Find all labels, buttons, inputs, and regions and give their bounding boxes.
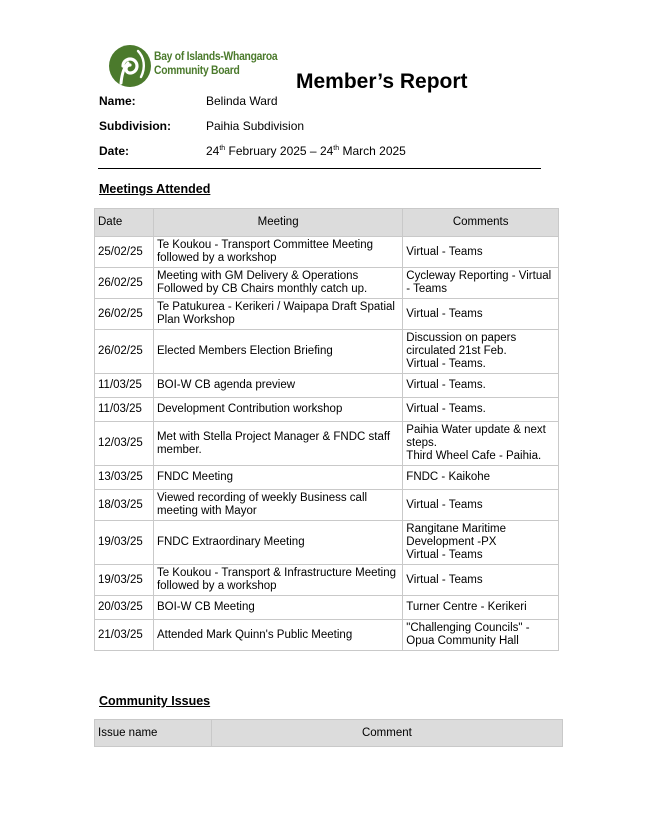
meeting-name-cell: Meeting with GM Delivery & Operations Followed by CB Chairs monthly catch up. bbox=[153, 268, 402, 299]
meetings-table bbox=[94, 208, 559, 651]
meeting-column-header: Meeting bbox=[153, 209, 402, 237]
meeting-comments-cell: Virtual - Teams bbox=[403, 299, 559, 330]
date-start-suffix: th bbox=[219, 145, 226, 152]
meetings-header-row bbox=[95, 209, 559, 237]
date-start-day: 24 bbox=[206, 144, 220, 158]
issues-table bbox=[94, 719, 563, 747]
meeting-comments-cell: Virtual - Teams. bbox=[403, 374, 559, 398]
meeting-name-cell: BOI-W CB Meeting bbox=[153, 596, 402, 620]
name-value: Belinda Ward bbox=[206, 94, 278, 108]
meeting-comments-cell: Paihia Water update & next steps. Third Wheel Cafe - Paihia. bbox=[403, 422, 559, 466]
meeting-name-cell: Viewed recording of weekly Business call meeting with Mayor bbox=[153, 490, 402, 521]
meeting-comments-cell: Discussion on papers circulated 21st Feb. Virtual - Teams. bbox=[403, 330, 559, 374]
meeting-date-cell: 12/03/25 bbox=[95, 422, 154, 466]
issue-name-column-header: Issue name bbox=[95, 720, 212, 747]
date-label: Date: bbox=[99, 144, 130, 158]
subdivision-value: Paihia Subdivision bbox=[206, 119, 305, 133]
meeting-date-cell: 18/03/25 bbox=[95, 490, 154, 521]
meeting-name-cell: FNDC Extraordinary Meeting bbox=[153, 521, 402, 565]
meeting-comments-cell: Cycleway Reporting - Virtual - Teams bbox=[403, 268, 559, 299]
meeting-name-cell: Te Patukurea - Kerikeri / Waipapa Draft Spatial Plan Workshop bbox=[153, 299, 402, 330]
date-end-day: 24 bbox=[319, 144, 334, 158]
board-logo bbox=[108, 43, 278, 89]
meeting-date-cell: 20/03/25 bbox=[95, 596, 154, 620]
date-start-rest: February 2025 – bbox=[225, 144, 320, 158]
meeting-name-cell: Te Koukou - Transport & Infrastructure Meeting followed by a workshop bbox=[153, 565, 402, 596]
meetings-heading: Meetings Attended bbox=[99, 182, 211, 196]
meeting-comments-cell: Rangitane Maritime Development -PX Virtual - Teams bbox=[403, 521, 559, 565]
meeting-row bbox=[95, 422, 559, 466]
meetings-table-body bbox=[95, 237, 559, 651]
meeting-row bbox=[95, 299, 559, 330]
header-divider bbox=[98, 168, 541, 169]
date-end-suffix: th bbox=[333, 145, 340, 152]
meeting-name-cell: Attended Mark Quinn's Public Meeting bbox=[153, 620, 402, 651]
meeting-row bbox=[95, 521, 559, 565]
meeting-row bbox=[95, 330, 559, 374]
meeting-row bbox=[95, 596, 559, 620]
issues-heading: Community Issues bbox=[99, 694, 211, 708]
meeting-row bbox=[95, 490, 559, 521]
meeting-row bbox=[95, 398, 559, 422]
meeting-name-cell: Te Koukou - Transport Committee Meeting followed by a workshop bbox=[153, 237, 402, 268]
meeting-comments-cell: Virtual - Teams bbox=[403, 237, 559, 268]
name-label: Name: bbox=[99, 94, 136, 108]
meeting-name-cell: BOI-W CB agenda preview bbox=[153, 374, 402, 398]
meeting-name-cell: Met with Stella Project Manager & FNDC staff member. bbox=[153, 422, 402, 466]
meeting-date-cell: 26/02/25 bbox=[95, 299, 154, 330]
logo-line-2: Community Board bbox=[154, 63, 240, 77]
meeting-comments-cell: FNDC - Kaikohe bbox=[403, 466, 559, 490]
meeting-comments-cell: Virtual - Teams. bbox=[403, 398, 559, 422]
meeting-date-cell: 26/02/25 bbox=[95, 268, 154, 299]
date-end-rest: March 2025 bbox=[339, 144, 406, 158]
meeting-date-cell: 11/03/25 bbox=[95, 398, 154, 422]
meeting-date-cell: 25/02/25 bbox=[95, 237, 154, 268]
meeting-row bbox=[95, 565, 559, 596]
report-title: Member’s Report bbox=[296, 70, 468, 93]
comments-column-header: Comments bbox=[403, 209, 559, 237]
meeting-date-cell: 11/03/25 bbox=[95, 374, 154, 398]
meeting-row bbox=[95, 466, 559, 490]
meeting-date-cell: 13/03/25 bbox=[95, 466, 154, 490]
logo-line-1: Bay of Islands-Whangaroa bbox=[154, 49, 278, 63]
meeting-comments-cell: Turner Centre - Kerikeri bbox=[403, 596, 559, 620]
date-value bbox=[206, 144, 406, 158]
meeting-date-cell: 19/03/25 bbox=[95, 565, 154, 596]
meeting-comments-cell: Virtual - Teams bbox=[403, 565, 559, 596]
koru-logo-icon bbox=[108, 43, 152, 89]
meeting-row bbox=[95, 374, 559, 398]
logo-wordmark bbox=[154, 49, 277, 77]
meeting-comments-cell: "Challenging Councils" - Opua Community Hall bbox=[403, 620, 559, 651]
meeting-row bbox=[95, 268, 559, 299]
meeting-date-cell: 21/03/25 bbox=[95, 620, 154, 651]
meeting-name-cell: Elected Members Election Briefing bbox=[153, 330, 402, 374]
meeting-date-cell: 19/03/25 bbox=[95, 521, 154, 565]
issues-header-row bbox=[95, 720, 563, 747]
meeting-date-cell: 26/02/25 bbox=[95, 330, 154, 374]
date-column-header: Date bbox=[95, 209, 154, 237]
meeting-name-cell: Development Contribution workshop bbox=[153, 398, 402, 422]
comment-column-header: Comment bbox=[211, 720, 562, 747]
meeting-comments-cell: Virtual - Teams bbox=[403, 490, 559, 521]
meeting-row bbox=[95, 237, 559, 268]
subdivision-label: Subdivision: bbox=[99, 119, 171, 133]
meeting-row bbox=[95, 620, 559, 651]
meeting-name-cell: FNDC Meeting bbox=[153, 466, 402, 490]
